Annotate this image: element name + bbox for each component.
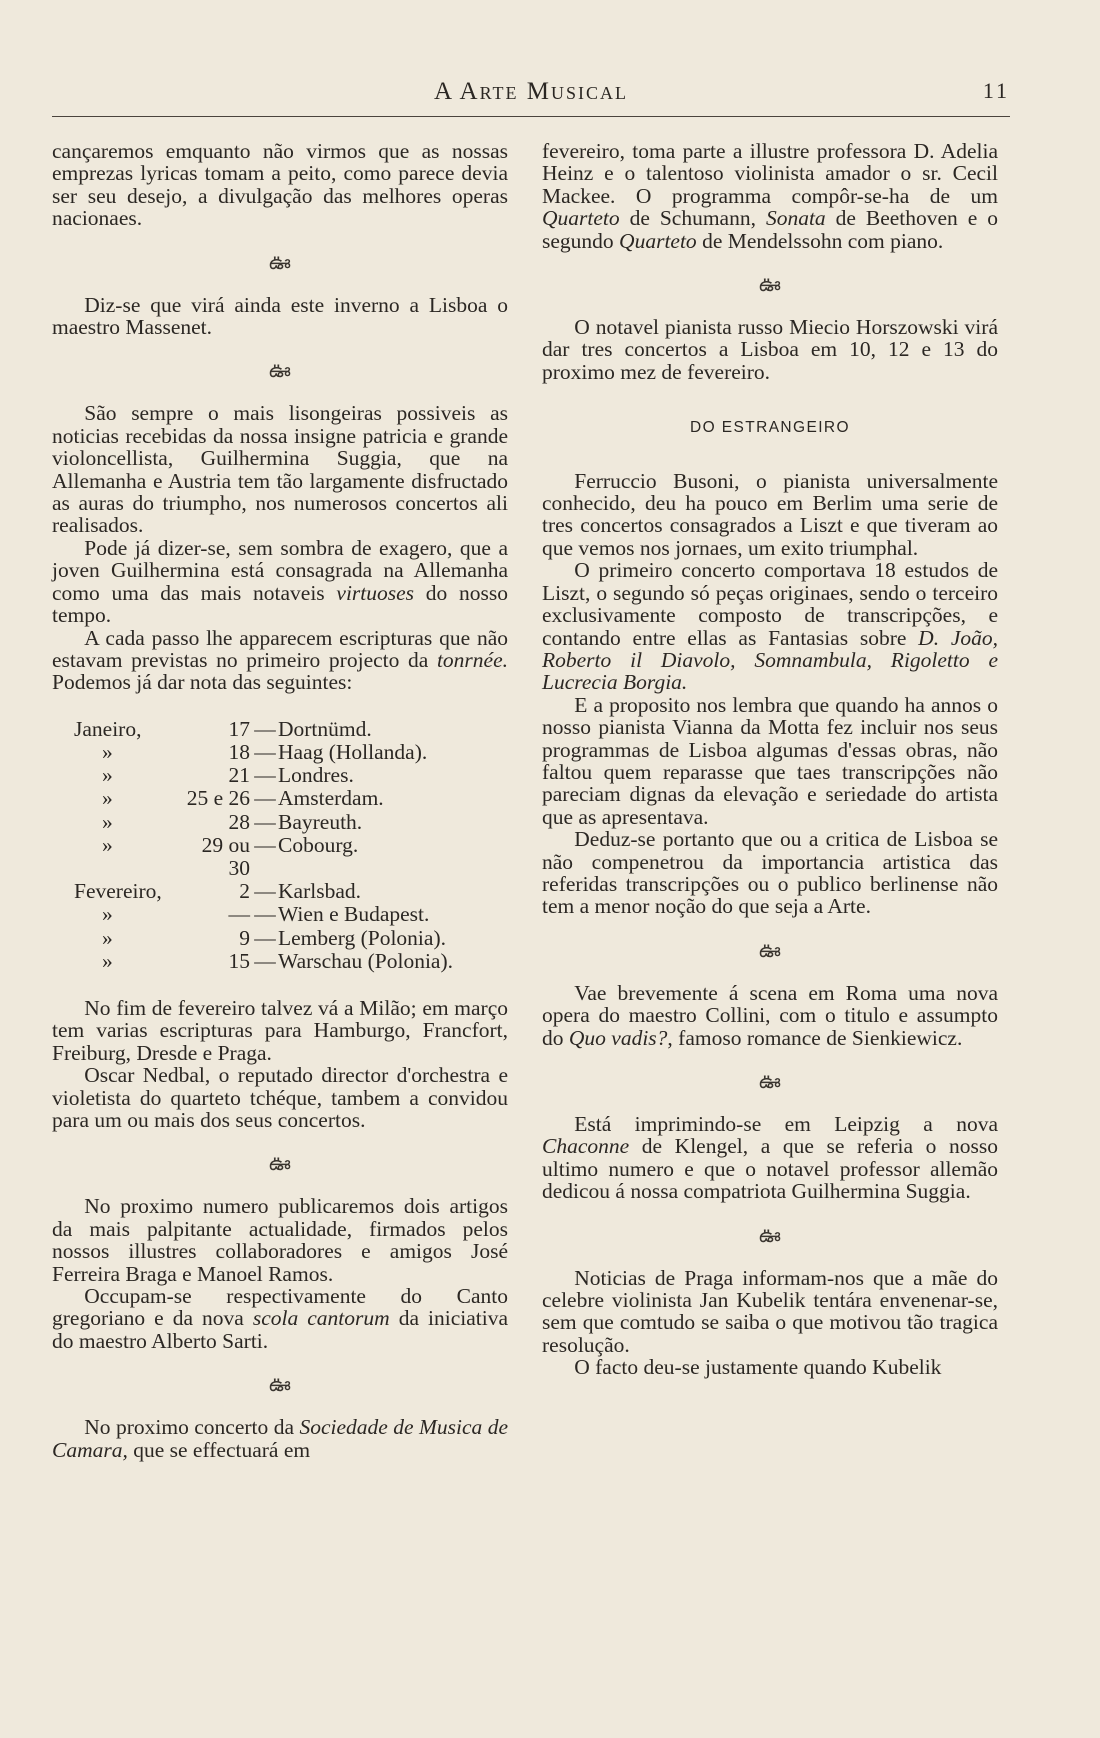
paragraph: Pode já dizer-se, sem sombra de exagero, que a joven Guilhermina está consagrada na Allemanha como uma das mais notaveis virtuoses do nosso tempo. (52, 535, 509, 628)
tour-row: » 29 ou 30 — Cobourg. (102, 832, 359, 880)
tour-row: » 18 — Haag (Hollanda). (102, 739, 428, 764)
tour-row: » — — Wien e Budapest. (102, 902, 430, 927)
paragraph: A cada passo lhe apparecem escripturas que não estavam previstas no primeiro projecto da tonrnée. Podemos já dar nota das seguintes: (52, 625, 508, 695)
paragraph: O notavel pianista russo Miecio Horszowski virá dar tres concertos a Lisboa em 10, 12 e 13 do proximo mez de fevereiro. (542, 315, 998, 384)
paragraph: fevereiro, toma parte a illustre professora D. Adelia Heinz e o talentoso violinista amador o sr. Cecil Mackee. O programma compôr-se-ha de um Quarteto de Schumann, Sonata de Beethoven e o segundo Quarteto de Mendelssohn com piano. (542, 139, 999, 253)
tour-row: » 9 — Lemberg (Polonia). (102, 925, 446, 950)
paragraph: No proximo concerto da Sociedade de Musica de Camara, que se effectuará em (52, 1415, 509, 1462)
page-number: 11 (982, 78, 1010, 103)
paragraph: cançaremos emquanto não virmos que as nossas emprezas lyricas tomam a peito, como parece devia ser seu desejo, a divulgação das melhores operas nacionaes. (52, 139, 508, 231)
paragraph: O primeiro concerto comportava 18 estudos de Liszt, o segundo só peças originaes, sendo o terceiro exclusivamente composto de transcripções, e contando entre ellas as Fantasias sobre D. João, Roberto il Diavolo, Somnambula, Rigoletto e Lucrecia Borgia. (542, 558, 998, 695)
tour-schedule (74, 718, 453, 973)
ornament-icon: ఊ (269, 1153, 291, 1176)
ornament-icon: ఊ (269, 1374, 291, 1397)
page-header (52, 78, 1010, 106)
ornament-icon: ఊ (269, 360, 291, 383)
ornament-icon: ఊ (759, 1224, 781, 1247)
ornament-icon: ఊ (759, 1071, 781, 1093)
section-title: DO ESTRANGEIRO (690, 419, 850, 437)
tour-row: » 25 e 26 — Amsterdam. (102, 786, 384, 811)
ornament-icon: ఊ (269, 251, 291, 274)
running-title: A Arte Musical (434, 78, 628, 105)
paragraph: Ferruccio Busoni, o pianista universalmente conhecido, deu ha pouco em Berlim uma serie de tres concertos consagrados a Liszt e que tiveram ao que vemos nos jornaes, um exito triumphal. (542, 468, 998, 560)
header-rule (52, 116, 1010, 117)
tour-row: Fevereiro, 2 — Karlsbad. (74, 879, 361, 904)
paragraph: Vae brevemente á scena em Roma uma nova opera do maestro Collini, com o titulo e assumpto do Quo vadis?, famoso romance de Sienkiewicz. (542, 980, 998, 1050)
paragraph: São sempre o mais lisongeiras possiveis as noticias recebidas da nossa insigne patricia e grande violoncellista, Guilhermina Suggia, que na Allemanha e Austria tem tão largamente disfructado as auras do triumpho, nos numerosos concertos ali realisados. (52, 401, 508, 538)
paragraph: Está imprimindo-se em Leipzig a nova Chaconne de Klengel, a que se referia o nosso ultimo numero e que o notavel professor allemão dedicou á nossa compatriota Guilhermina Suggia. (542, 1112, 998, 1204)
ornament-icon: ఊ (759, 939, 781, 962)
paragraph: Deduz-se portanto que ou a critica de Lisboa se não compenetrou da importancia artistica das referidas transcripções ou o publico berlinense não tem a menor noção do que seja a Arte. (542, 827, 998, 919)
tour-row: » 28 — Bayreuth. (102, 809, 363, 834)
ornament-icon: ఊ (759, 274, 781, 297)
paragraph: Diz-se que virá ainda este inverno a Lisboa o maestro Massenet. (52, 292, 508, 340)
right-column (542, 140, 998, 1379)
left-column (52, 140, 508, 1461)
tour-row: » 21 — Londres. (102, 763, 354, 788)
paragraph: No fim de fevereiro talvez vá a Milão; em março tem varias escripturas para Hamburgo, Francfort, Freiburg, Dresde e Praga. (52, 995, 508, 1065)
tour-row: Janeiro, 17 — Dortnümd. (74, 716, 372, 741)
paragraph: Noticias de Praga informam-nos que a mãe do celebre violinista Jan Kubelik tentára envenenar-se, sem que comtudo se saiba o que motivou tão tragica resolução. (542, 1265, 998, 1357)
paragraph: Occupam-se respectivamente do Canto gregoriano e da nova scola cantorum da iniciativa do maestro Alberto Sarti. (52, 1284, 508, 1353)
tour-row: » 15 — Warschau (Polonia). (102, 948, 453, 973)
paragraph: O facto deu-se justamente quando Kubelik (574, 1355, 942, 1380)
paragraph: Oscar Nedbal, o reputado director d'orchestra e violetista do quarteto tchéque, tambem a convidou para um ou mais dos seus concertos. (52, 1063, 508, 1132)
paragraph: No proximo numero publicaremos dois artigos da mais palpitante actualidade, firmados pelos nossos illustres collaboradores e amigos José Ferreira Braga e Manoel Ramos. (52, 1194, 508, 1286)
paragraph: E a proposito nos lembra que quando ha annos o nosso pianista Vianna da Motta fez incluir nos seus programmas de Lisboa algumas d'essas obras, não faltou quem reparasse que taes transcripções não pareciam dignas da elevação e seriedade do artista que as apresentava. (542, 692, 998, 829)
